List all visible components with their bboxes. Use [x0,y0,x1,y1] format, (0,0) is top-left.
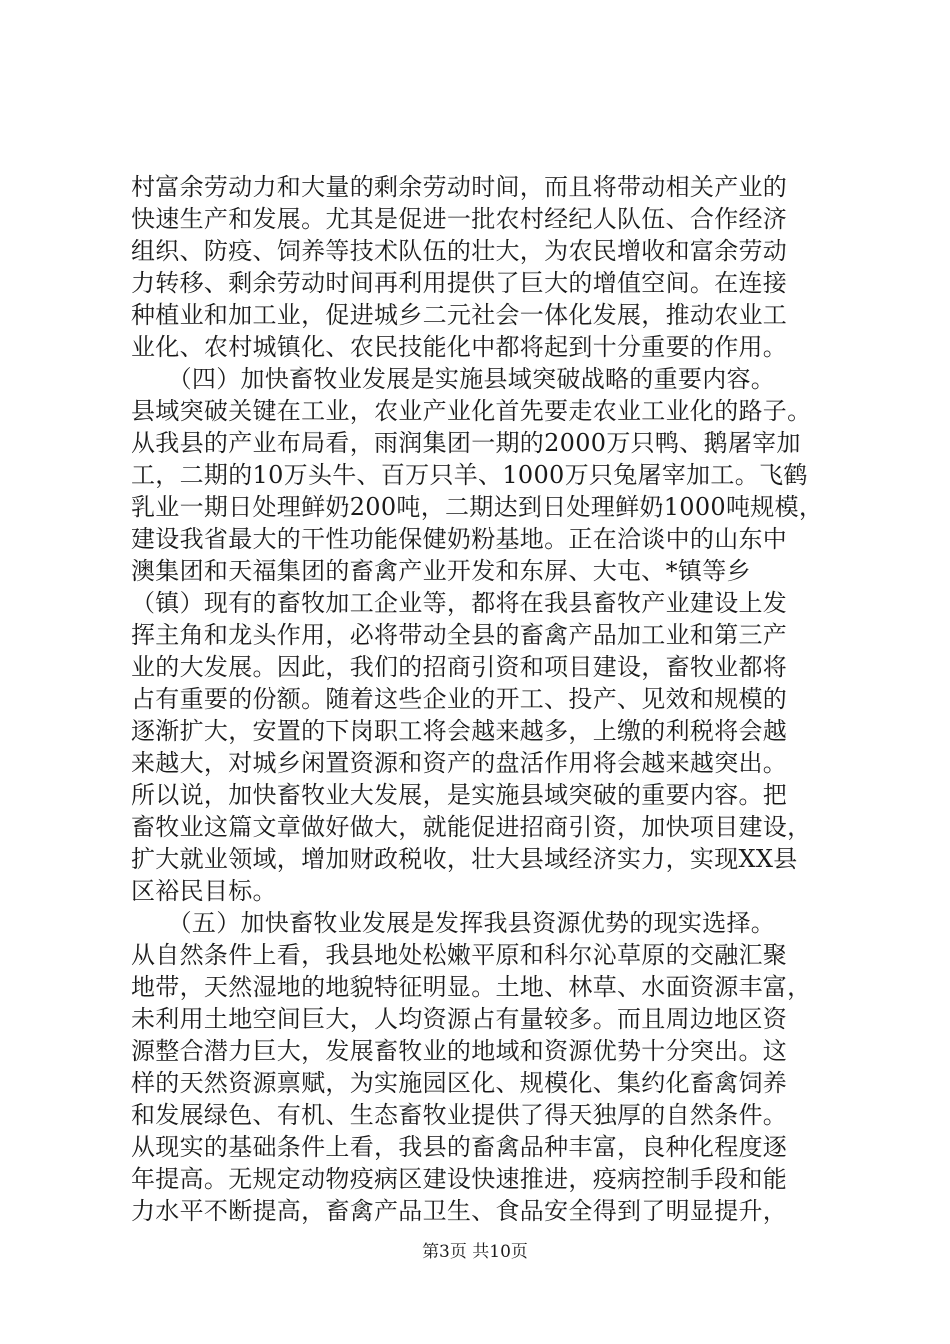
text-line: 扩大就业领域，增加财政税收，壮大县域经济实力，实现XX县 [131,845,798,873]
text-line: 来越大，对城乡闲置资源和资产的盘活作用将会越来越突出。 [131,749,788,777]
body-text [131,171,831,1227]
text-line: （镇）现有的畜牧加工企业等，都将在我县畜牧产业建设上发 [131,589,788,617]
text-line: 区裕民目标。 [131,877,277,905]
text-line: 组织、防疫、饲养等技术队伍的壮大，为农民增收和富余劳动 [131,237,788,265]
text-line: 快速生产和发展。尤其是促进一批农村经纪人队伍、合作经济 [131,205,788,233]
text-line: 县域突破关键在工业，农业产业化首先要走农业工业化的路子。 [131,397,812,425]
text-line: 所以说，加快畜牧业大发展，是实施县域突破的重要内容。把 [131,781,788,809]
text-line: 种植业和加工业，促进城乡二元社会一体化发展，推动农业工 [131,301,788,329]
text-line: 力转移、剩余劳动时间再利用提供了巨大的增值空间。在连接 [131,269,788,297]
page-footer: 第3页 共10页 [422,1242,528,1262]
text-line: 业化、农村城镇化、农民技能化中都将起到十分重要的作用。 [131,333,788,361]
text-line: 从自然条件上看，我县地处松嫩平原和科尔沁草原的交融汇聚 [131,941,788,969]
text-line: 逐渐扩大，安置的下岗职工将会越来越多，上缴的利税将会越 [131,717,788,745]
text-line: 工，二期的10万头牛、百万只羊、1000万只兔屠宰加工。飞鹤 [131,461,808,489]
text-line: 村富余劳动力和大量的剩余劳动时间，而且将带动相关产业的 [131,173,788,201]
text-line: 力水平不断提高，畜禽产品卫生、食品安全得到了明显提升， [131,1197,788,1225]
text-line: 占有重要的份额。随着这些企业的开工、投产、见效和规模的 [131,685,788,713]
text-line: 澳集团和天福集团的畜禽产业开发和东屏、大屯、*镇等乡 [131,557,751,585]
text-line: 和发展绿色、有机、生态畜牧业提供了得天独厚的自然条件。 [131,1101,788,1129]
text-line: 样的天然资源禀赋，为实施园区化、规模化、集约化畜禽饲养 [131,1069,788,1097]
text-line: 地带，天然湿地的地貌特征明显。土地、林草、水面资源丰富， [131,973,812,1001]
text-line: 从现实的基础条件上看，我县的畜禽品种丰富，良种化程度逐 [131,1133,788,1161]
text-line: 未利用土地空间巨大，人均资源占有量较多。而且周边地区资 [131,1005,788,1033]
text-line: 畜牧业这篇文章做好做大，就能促进招商引资，加快项目建设， [131,813,812,841]
text-line: （四）加快畜牧业发展是实施县域突破战略的重要内容。 [131,365,776,393]
text-line: 业的大发展。因此，我们的招商引资和项目建设，畜牧业都将 [131,653,788,681]
text-line: 年提高。无规定动物疫病区建设快速推进，疫病控制手段和能 [131,1165,788,1193]
text-line: 乳业一期日处理鲜奶200吨，二期达到日处理鲜奶1000吨规模， [131,493,824,521]
text-line: （五）加快畜牧业发展是发挥我县资源优势的现实选择。 [131,909,776,937]
text-line: 挥主角和龙头作用，必将带动全县的畜禽产品加工业和第三产 [131,621,788,649]
text-line: 建设我省最大的干性功能保健奶粉基地。正在洽谈中的山东中 [131,525,788,553]
text-line: 源整合潜力巨大，发展畜牧业的地域和资源优势十分突出。这 [131,1037,788,1065]
text-line: 从我县的产业布局看，雨润集团一期的2000万只鸭、鹅屠宰加 [131,429,801,457]
